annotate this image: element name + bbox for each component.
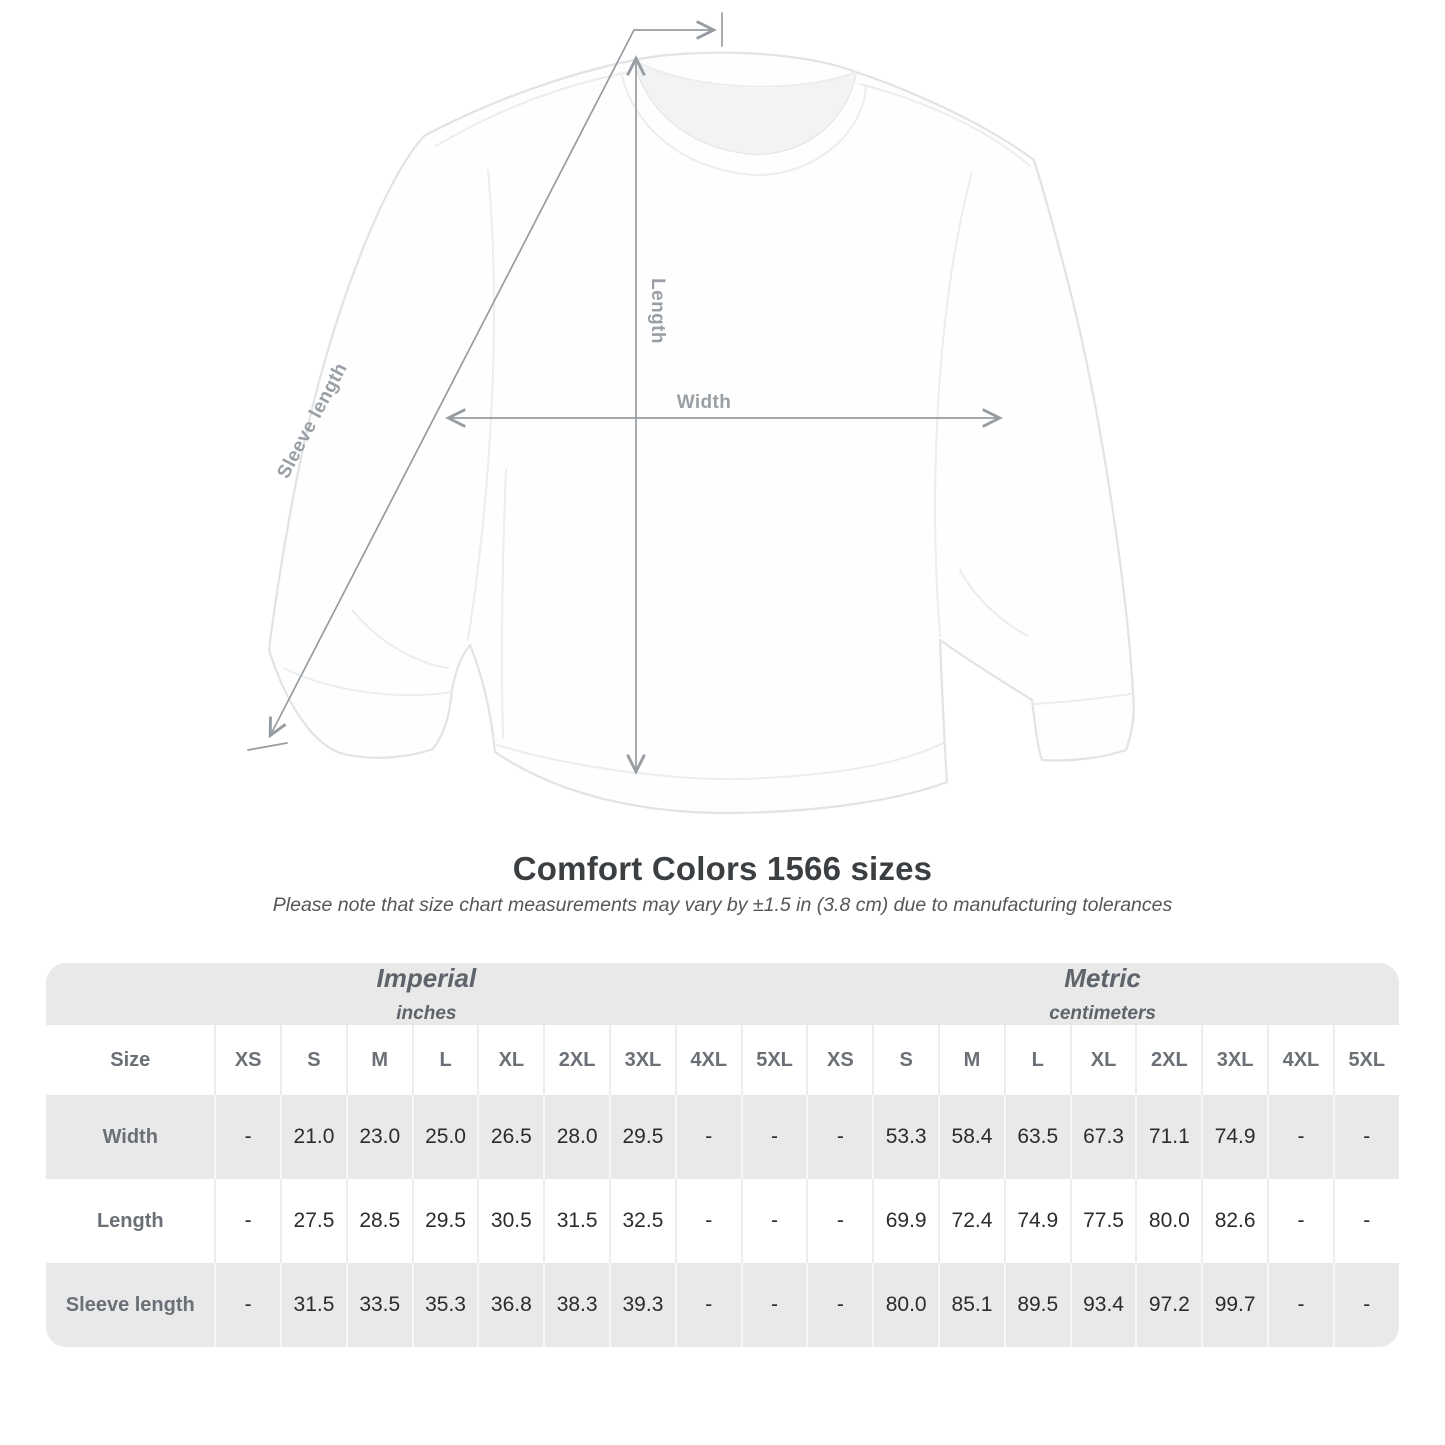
imperial-size-l: L xyxy=(412,1025,478,1095)
width-imperial-3xl: 29.5 xyxy=(609,1095,675,1179)
sleeve-imperial-xl: 36.8 xyxy=(477,1263,543,1347)
length-row xyxy=(46,1179,1398,1263)
sweatshirt-outline xyxy=(269,53,1134,813)
width-metric-3xl: 74.9 xyxy=(1201,1095,1267,1179)
width-metric-m: 58.4 xyxy=(938,1095,1004,1179)
imperial-group-header xyxy=(46,963,806,1025)
length-imperial-2xl: 31.5 xyxy=(543,1179,609,1263)
width-imperial-5xl: - xyxy=(741,1095,807,1179)
width-imperial-xl: 26.5 xyxy=(477,1095,543,1179)
length-imperial-3xl: 32.5 xyxy=(609,1179,675,1263)
sleeve-length-label: Sleeve length xyxy=(273,359,352,483)
width-metric-xl: 67.3 xyxy=(1070,1095,1136,1179)
length-metric-s: 69.9 xyxy=(872,1179,938,1263)
metric-group-title: Metric xyxy=(1064,963,1141,993)
size-column-header: Size xyxy=(46,1025,214,1095)
sleeve-metric-m: 85.1 xyxy=(938,1263,1004,1347)
imperial-size-5xl: 5XL xyxy=(741,1025,807,1095)
width-imperial-2xl: 28.0 xyxy=(543,1095,609,1179)
length-metric-4xl: - xyxy=(1267,1179,1333,1263)
imperial-size-4xl: 4XL xyxy=(675,1025,741,1095)
length-imperial-m: 28.5 xyxy=(346,1179,412,1263)
metric-size-2xl: 2XL xyxy=(1135,1025,1201,1095)
length-metric-l: 74.9 xyxy=(1004,1179,1070,1263)
metric-size-m: M xyxy=(938,1025,1004,1095)
length-imperial-5xl: - xyxy=(741,1179,807,1263)
tolerance-note: Please note that size chart measurements may vary by ±1.5 in (3.8 cm) due to manufacturing tolerances xyxy=(272,894,1173,916)
length-imperial-4xl: - xyxy=(675,1179,741,1263)
imperial-size-s: S xyxy=(280,1025,346,1095)
length-imperial-s: 27.5 xyxy=(280,1179,346,1263)
length-label: Length xyxy=(647,278,668,344)
length-metric-m: 72.4 xyxy=(938,1179,1004,1263)
page-title: Comfort Colors 1566 sizes xyxy=(512,850,933,887)
sleeve-metric-l: 89.5 xyxy=(1004,1263,1070,1347)
width-metric-5xl: - xyxy=(1333,1095,1399,1179)
imperial-size-xs: XS xyxy=(214,1025,280,1095)
length-imperial-xs: - xyxy=(214,1179,280,1263)
sleeve-metric-xl: 93.4 xyxy=(1070,1263,1136,1347)
metric-size-s: S xyxy=(872,1025,938,1095)
sleeve-metric-5xl: - xyxy=(1333,1263,1399,1347)
width-metric-l: 63.5 xyxy=(1004,1095,1070,1179)
width-metric-4xl: - xyxy=(1267,1095,1333,1179)
imperial-size-2xl: 2XL xyxy=(543,1025,609,1095)
sleeve-imperial-xs: - xyxy=(214,1263,280,1347)
width-label: Width xyxy=(676,392,732,413)
width-imperial-m: 23.0 xyxy=(346,1095,412,1179)
metric-size-4xl: 4XL xyxy=(1267,1025,1333,1095)
width-metric-2xl: 71.1 xyxy=(1135,1095,1201,1179)
size-chart-table xyxy=(46,963,1398,1347)
length-metric-2xl: 80.0 xyxy=(1135,1179,1201,1263)
length-imperial-l: 29.5 xyxy=(412,1179,478,1263)
sleeve-imperial-3xl: 39.3 xyxy=(609,1263,675,1347)
length-metric-xs: - xyxy=(806,1179,872,1263)
imperial-group-unit: inches xyxy=(396,1003,457,1024)
length-metric-xl: 77.5 xyxy=(1070,1179,1136,1263)
width-imperial-l: 25.0 xyxy=(412,1095,478,1179)
width-imperial-xs: - xyxy=(214,1095,280,1179)
width-metric-xs: - xyxy=(806,1095,872,1179)
sleeve-measure-end-tick xyxy=(248,743,287,750)
imperial-size-m: M xyxy=(346,1025,412,1095)
metric-size-3xl: 3XL xyxy=(1201,1025,1267,1095)
sleeve-metric-s: 80.0 xyxy=(872,1263,938,1347)
width-imperial-4xl: - xyxy=(675,1095,741,1179)
sleeve-imperial-4xl: - xyxy=(675,1263,741,1347)
width-row xyxy=(46,1095,1398,1179)
length-metric-3xl: 82.6 xyxy=(1201,1179,1267,1263)
sleeve-length-row-label: Sleeve length xyxy=(46,1263,214,1347)
sleeve-imperial-m: 33.5 xyxy=(346,1263,412,1347)
imperial-group-title: Imperial xyxy=(376,963,477,993)
metric-group-unit: centimeters xyxy=(1049,1003,1156,1024)
imperial-size-xl: XL xyxy=(477,1025,543,1095)
width-metric-s: 53.3 xyxy=(872,1095,938,1179)
metric-size-5xl: 5XL xyxy=(1333,1025,1399,1095)
metric-size-xs: XS xyxy=(806,1025,872,1095)
length-imperial-xl: 30.5 xyxy=(477,1179,543,1263)
sleeve-length-row xyxy=(46,1263,1398,1347)
width-row-label: Width xyxy=(46,1095,214,1179)
size-header-row xyxy=(46,1025,1398,1095)
sleeve-imperial-2xl: 38.3 xyxy=(543,1263,609,1347)
sleeve-metric-3xl: 99.7 xyxy=(1201,1263,1267,1347)
sleeve-metric-xs: - xyxy=(806,1263,872,1347)
length-row-label: Length xyxy=(46,1179,214,1263)
sleeve-metric-2xl: 97.2 xyxy=(1135,1263,1201,1347)
sleeve-imperial-s: 31.5 xyxy=(280,1263,346,1347)
metric-size-xl: XL xyxy=(1070,1025,1136,1095)
length-metric-5xl: - xyxy=(1333,1179,1399,1263)
metric-group-header xyxy=(806,963,1398,1025)
sleeve-imperial-5xl: - xyxy=(741,1263,807,1347)
unit-group-row xyxy=(46,963,1398,1025)
imperial-size-3xl: 3XL xyxy=(609,1025,675,1095)
sleeve-imperial-l: 35.3 xyxy=(412,1263,478,1347)
metric-size-l: L xyxy=(1004,1025,1070,1095)
width-imperial-s: 21.0 xyxy=(280,1095,346,1179)
sleeve-metric-4xl: - xyxy=(1267,1263,1333,1347)
